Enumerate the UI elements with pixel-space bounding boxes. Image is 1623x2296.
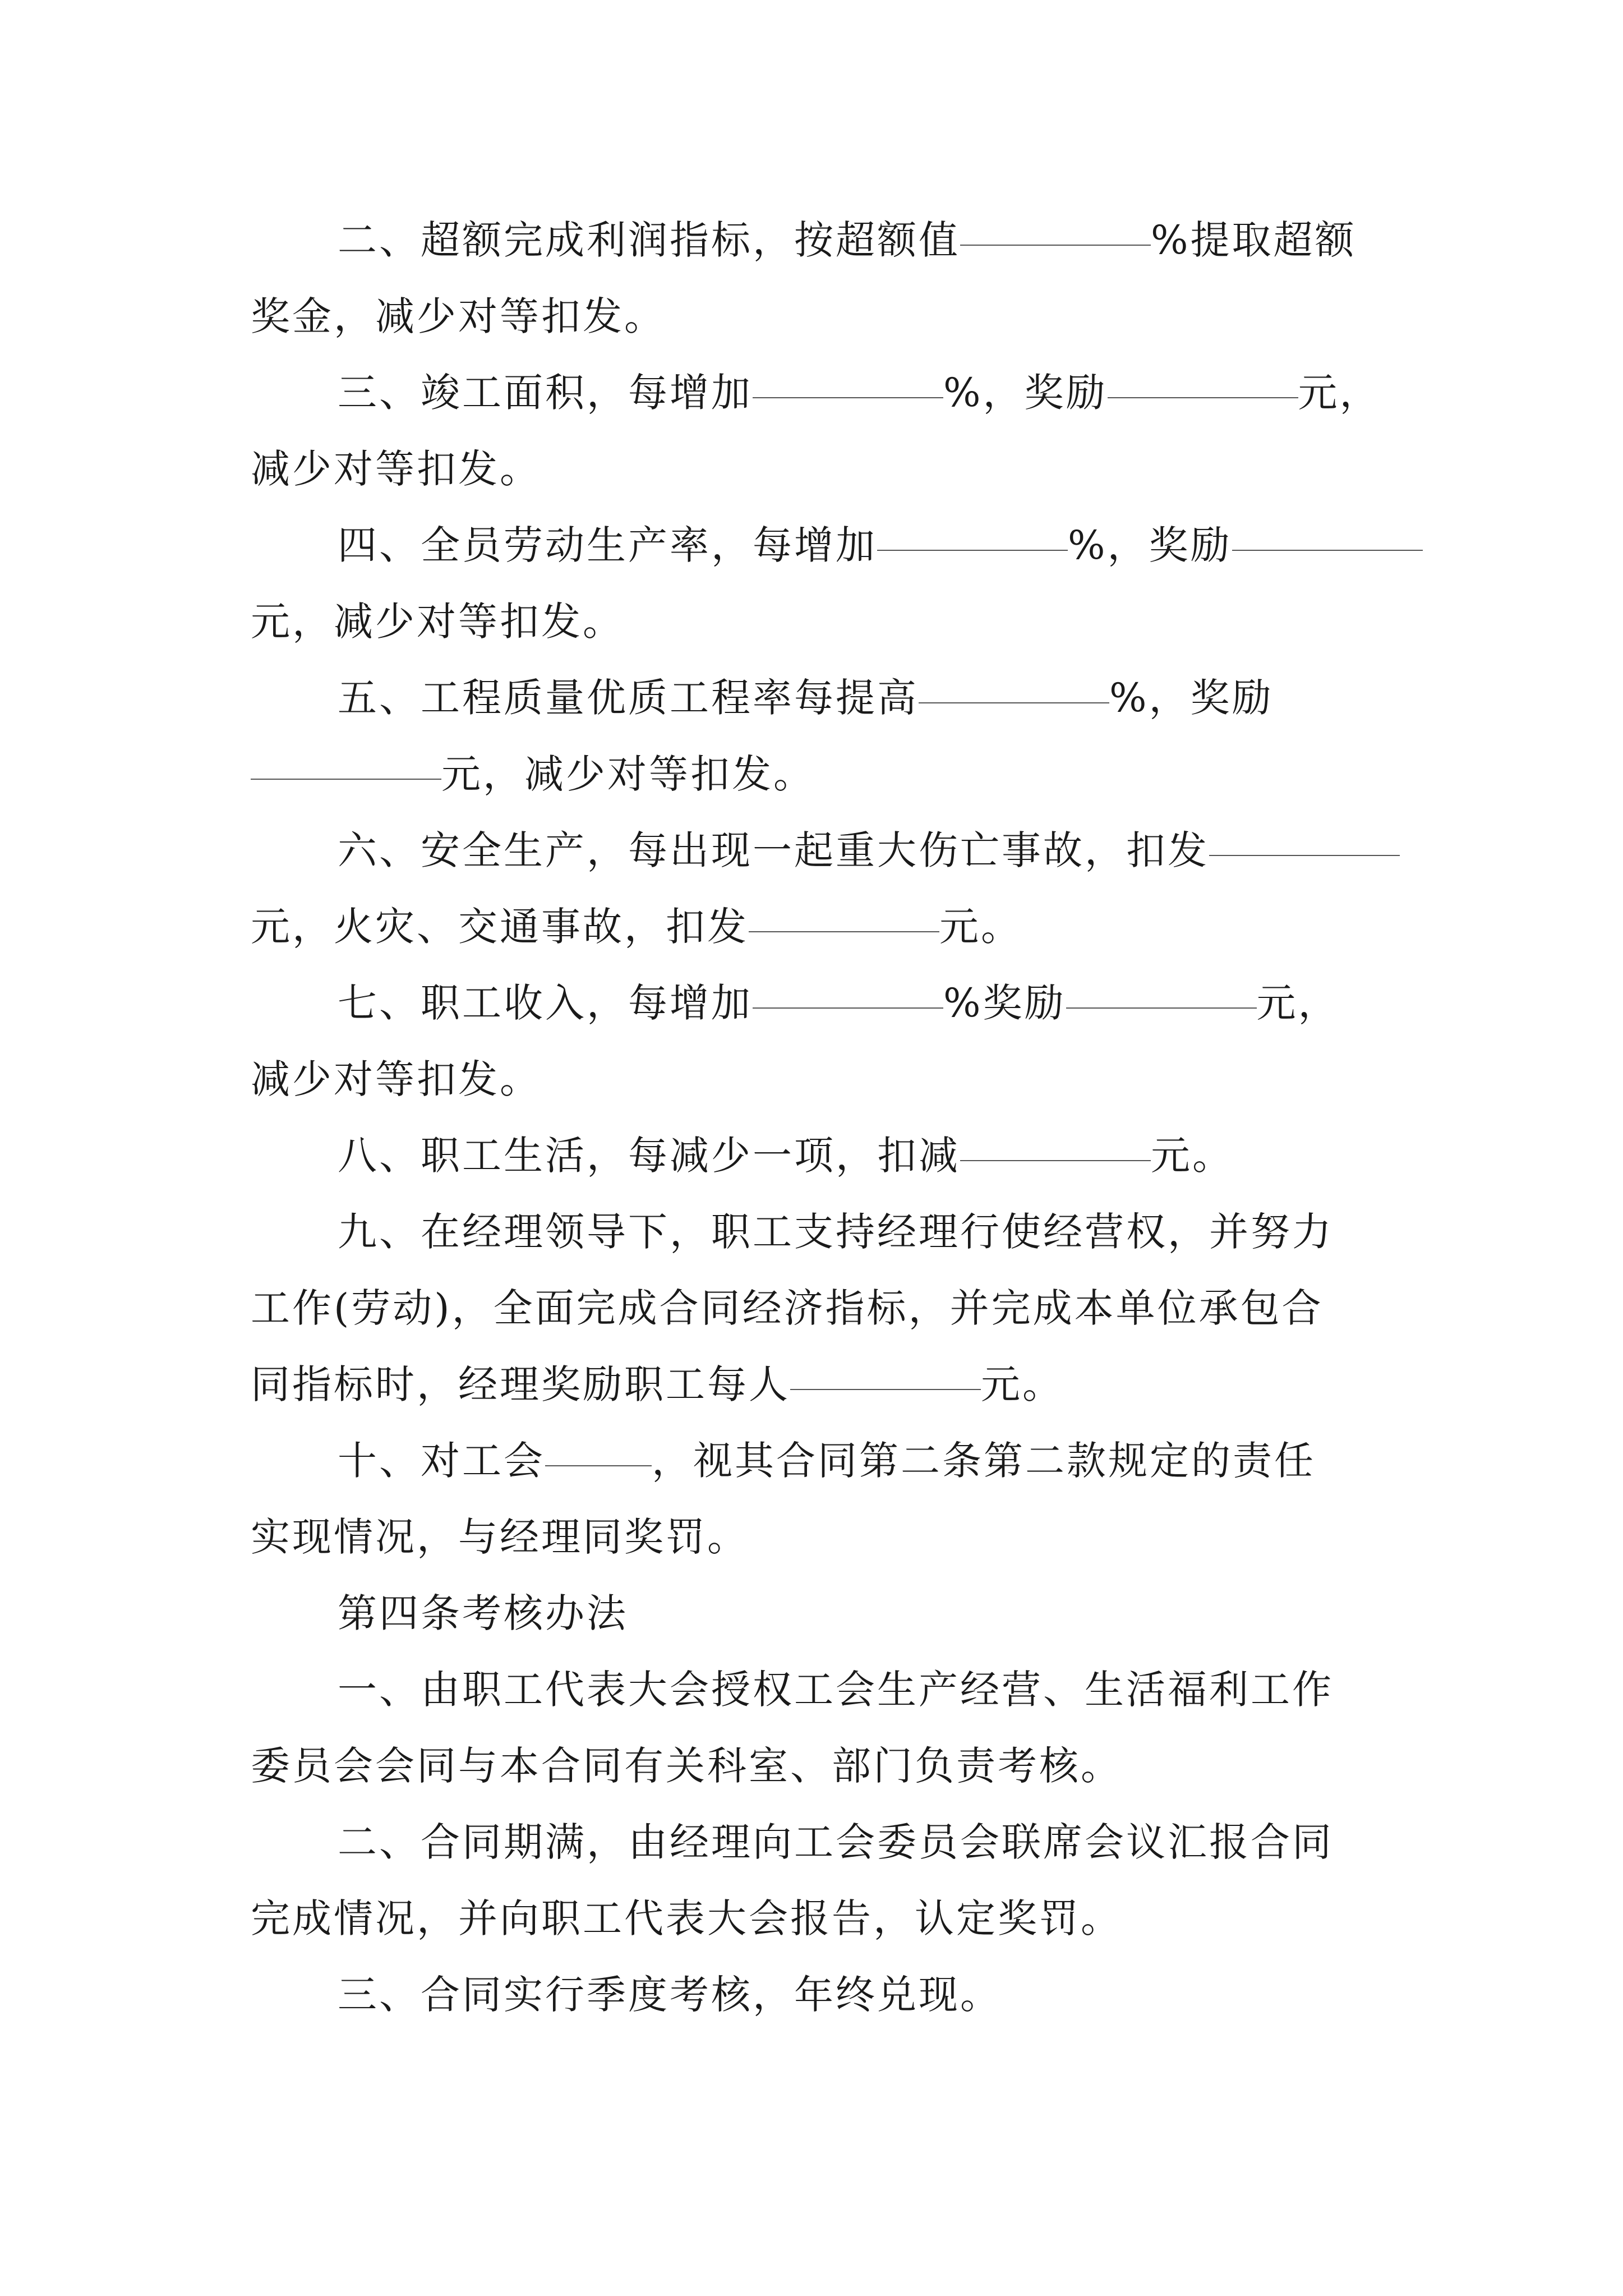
clause-7-line-1 xyxy=(251,965,1395,1041)
text-segment: 元。 xyxy=(981,1361,1064,1407)
text-segment: 二、合同期满，由经理向工会委员会联席会议汇报合同 xyxy=(338,1819,1334,1865)
fill-blank xyxy=(1232,505,1423,551)
fill-blank xyxy=(790,1344,981,1390)
text-segment: %，奖励 xyxy=(1109,675,1274,721)
assessment-2-line-1 xyxy=(251,1804,1395,1880)
text-segment: 元， xyxy=(1298,370,1381,416)
text-segment: 三、合同实行季度考核，年终兑现。 xyxy=(338,1972,1002,2018)
clause-4-line-1 xyxy=(251,507,1395,583)
text-segment: 工作(劳动)，全面完成合同经济指标，并完成本单位承包合 xyxy=(251,1285,1324,1331)
text-segment: 元，减少对等扣发。 xyxy=(251,599,624,645)
text-segment: 完成情况，并向职工代表大会报告，认定奖罚。 xyxy=(251,1895,1122,1941)
assessment-2-line-2 xyxy=(251,1880,1395,1957)
text-segment: 三、竣工面积，每增加 xyxy=(338,370,753,416)
text-segment: 五、工程质量优质工程率每提高 xyxy=(338,675,919,721)
text-segment: 委员会会同与本合同有关科室、部门负责考核。 xyxy=(251,1743,1122,1789)
text-segment: %提取超额 xyxy=(1151,217,1357,263)
assessment-1-line-1 xyxy=(251,1651,1395,1728)
text-segment: 元，减少对等扣发。 xyxy=(441,751,815,797)
clause-2-line-2 xyxy=(251,278,1395,355)
text-segment: 同指标时，经理奖励职工每人 xyxy=(251,1361,790,1407)
clause-10-line-1 xyxy=(251,1423,1395,1499)
fill-blank xyxy=(749,886,939,932)
fill-blank xyxy=(877,505,1068,551)
clause-9-line-1 xyxy=(251,1194,1395,1270)
contract-body xyxy=(251,202,1395,2033)
text-segment: %，奖励 xyxy=(1068,522,1232,568)
text-segment: ，视其合同第二条第二款规定的责任 xyxy=(652,1438,1316,1484)
text-segment: 二、超额完成利润指标，按超额值 xyxy=(338,217,960,263)
text-segment: %奖励 xyxy=(943,980,1066,1026)
clause-5-line-1 xyxy=(251,660,1395,736)
clause-3-line-1 xyxy=(251,355,1395,431)
text-segment: 一、由职工代表大会授权工会生产经营、生活福利工作 xyxy=(338,1667,1334,1713)
text-segment: 减少对等扣发。 xyxy=(251,446,541,492)
assessment-3-line-1 xyxy=(251,1957,1395,2033)
clause-8-line-1 xyxy=(251,1117,1395,1194)
fill-blank xyxy=(251,734,441,780)
text-segment: 减少对等扣发。 xyxy=(251,1056,541,1102)
fill-blank xyxy=(960,200,1151,246)
text-segment: 九、在经理领导下，职工支持经理行使经营权，并努力 xyxy=(338,1209,1334,1255)
fill-blank xyxy=(919,657,1109,703)
section-heading: 第四条考核办法 xyxy=(338,1590,628,1636)
fill-blank xyxy=(753,963,943,1009)
article-4-heading xyxy=(251,1575,1395,1651)
clause-3-line-2 xyxy=(251,431,1395,507)
clause-2-line-1 xyxy=(251,202,1395,278)
fill-blank xyxy=(1209,810,1400,856)
text-segment: 元，火灾、交通事故，扣发 xyxy=(251,904,749,950)
fill-blank xyxy=(1066,963,1257,1009)
clause-7-line-2 xyxy=(251,1041,1395,1117)
text-segment: 四、全员劳动生产率，每增加 xyxy=(338,522,877,568)
text-segment: 元。 xyxy=(939,904,1022,950)
clause-4-line-2 xyxy=(251,583,1395,660)
text-segment: 奖金，减少对等扣发。 xyxy=(251,293,666,339)
text-segment: 六、安全生产，每出现一起重大伤亡事故，扣发 xyxy=(338,827,1209,873)
clause-9-line-3 xyxy=(251,1346,1395,1423)
clause-9-line-2 xyxy=(251,1270,1395,1346)
text-segment: 元。 xyxy=(1151,1133,1234,1179)
text-segment: 七、职工收入，每增加 xyxy=(338,980,753,1026)
text-segment: 元， xyxy=(1256,980,1340,1026)
text-segment: 实现情况，与经理同奖罚。 xyxy=(251,1514,749,1560)
clause-6-line-1 xyxy=(251,812,1395,889)
text-segment: %，奖励 xyxy=(943,370,1108,416)
text-segment: 十、对工会 xyxy=(338,1438,545,1484)
fill-blank xyxy=(960,1115,1151,1161)
fill-blank xyxy=(1108,352,1298,398)
clause-10-line-2 xyxy=(251,1499,1395,1575)
fill-blank xyxy=(753,352,943,398)
text-segment: 八、职工生活，每减少一项，扣减 xyxy=(338,1133,960,1179)
assessment-1-line-2 xyxy=(251,1728,1395,1804)
clause-6-line-2 xyxy=(251,889,1395,965)
clause-5-line-2 xyxy=(251,736,1395,812)
fill-blank xyxy=(545,1420,652,1466)
